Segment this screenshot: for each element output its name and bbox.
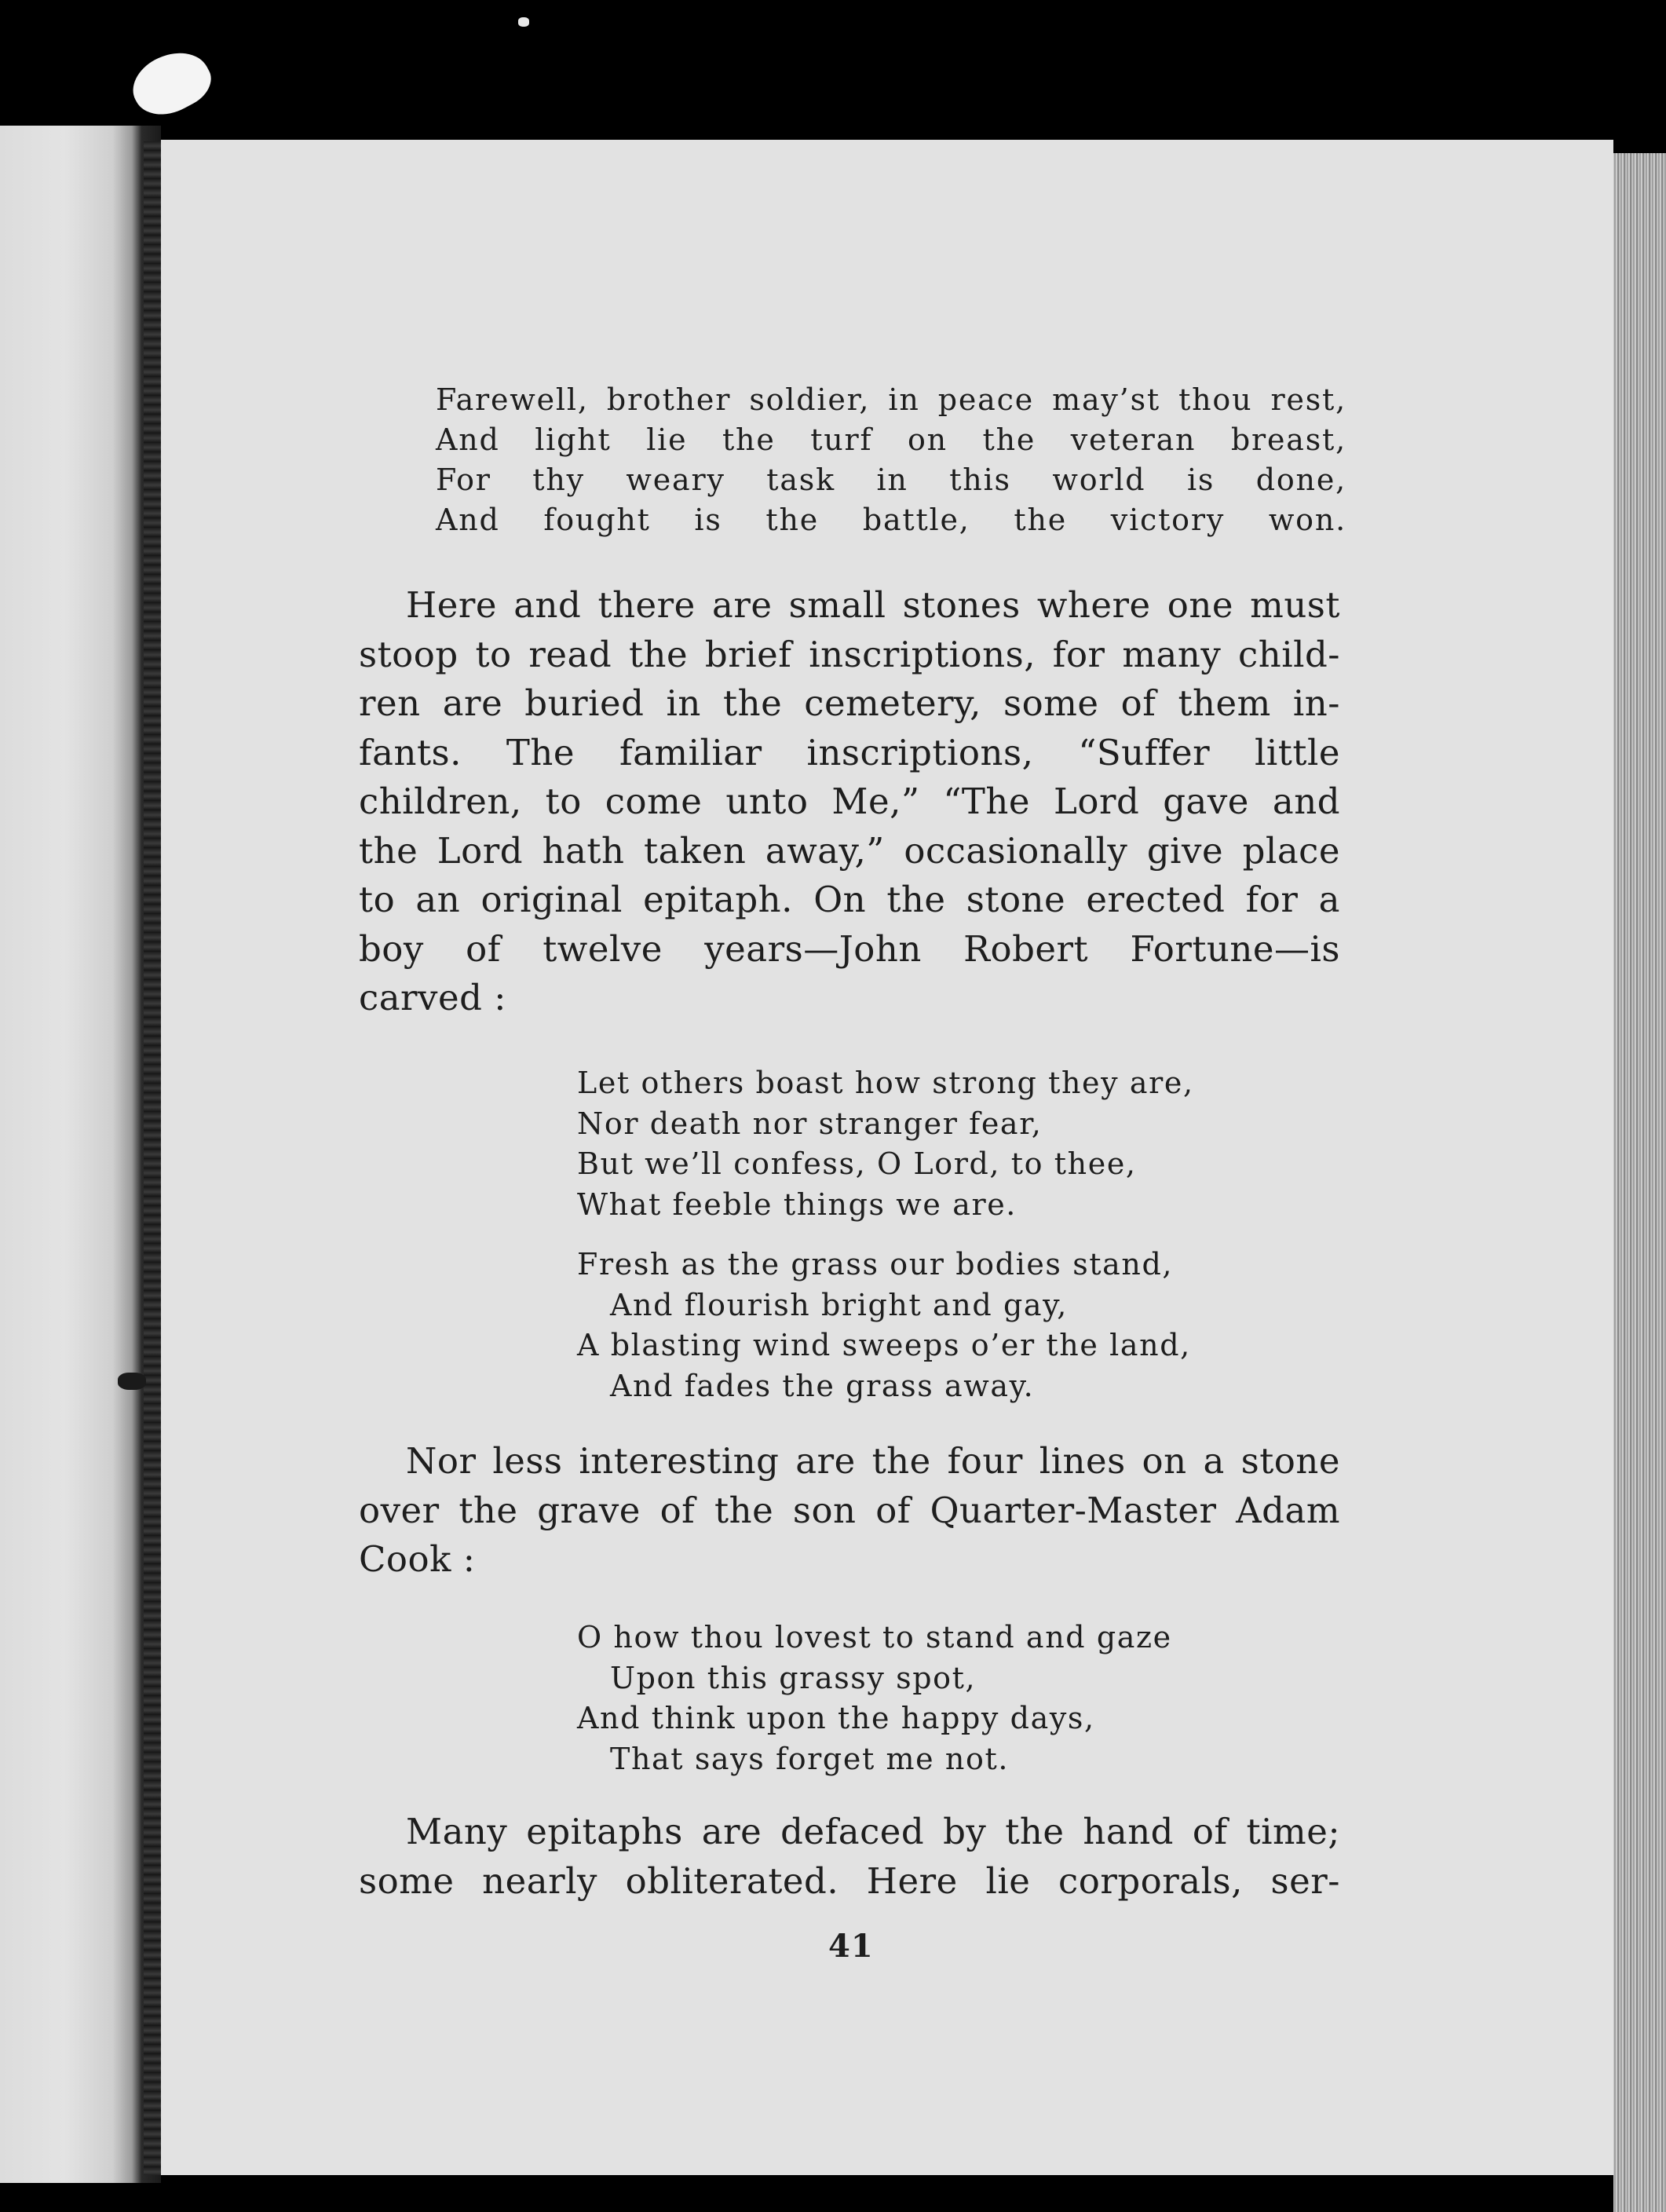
verse-fortune-stanza-1 bbox=[577, 1063, 1194, 1225]
verse-line: For thy weary task in this world is done, bbox=[436, 463, 1346, 497]
page-number: 41 bbox=[828, 1928, 874, 1965]
paragraph-line: carved : bbox=[359, 977, 506, 1018]
verse-line: O how thou lovest to stand and gaze bbox=[577, 1620, 1172, 1654]
verse-line: And fought is the battle, the victory won. bbox=[436, 503, 1346, 537]
paragraph-line: to an original epitaph. On the stone erected for a bbox=[359, 879, 1340, 920]
paragraph-line: boy of twelve years—John Robert Fortune—is bbox=[359, 927, 1340, 970]
verse-cook bbox=[577, 1618, 1172, 1779]
verse-line: And fades the grass away. bbox=[610, 1368, 1035, 1403]
film-smudge bbox=[123, 40, 219, 127]
verse-line: Upon this grassy spot, bbox=[610, 1660, 977, 1695]
paragraph-line: some nearly obliterated. Here lie corporals, ser- bbox=[359, 1859, 1340, 1902]
verse-line: And think upon the happy days, bbox=[577, 1701, 1095, 1735]
paragraph-line: ren are buried in the cemetery, some of them in- bbox=[359, 682, 1340, 724]
verse-line: Farewell, brother soldier, in peace may’st thou rest, bbox=[436, 382, 1346, 417]
paragraph-line: Here and there are small stones where one must bbox=[406, 584, 1340, 626]
verse-line: Nor death nor stranger fear, bbox=[577, 1106, 1043, 1141]
paragraph-line: Many epitaphs are defaced by the hand of time; bbox=[406, 1811, 1340, 1852]
paragraph-children-graves bbox=[359, 581, 1340, 1023]
verse-farewell bbox=[436, 380, 1346, 540]
verse-line: A blasting wind sweeps o’er the land, bbox=[577, 1328, 1191, 1362]
verse-line: What feeble things we are. bbox=[577, 1186, 1017, 1222]
verse-line: Fresh as the grass our bodies stand, bbox=[577, 1247, 1174, 1281]
paragraph-line: the Lord hath taken away,” occasionally give place bbox=[359, 829, 1340, 872]
paragraph-line: stoop to read the brief inscriptions, for many child- bbox=[359, 633, 1340, 675]
paragraph-line: Nor less interesting are the four lines on a stone bbox=[406, 1440, 1340, 1482]
paragraph-line: over the grave of the son of Quarter-Master Adam bbox=[359, 1489, 1340, 1531]
left-page-edge bbox=[0, 126, 161, 2183]
verse-line: But we’ll confess, O Lord, to thee, bbox=[577, 1146, 1137, 1181]
verse-line: Let others boast how strong they are, bbox=[577, 1066, 1194, 1100]
verse-line: That says forget me not. bbox=[610, 1741, 1010, 1776]
verse-line: And flourish bright and gay, bbox=[610, 1287, 1068, 1322]
binding-mark bbox=[118, 1373, 146, 1390]
verse-line: And light lie the turf on the veteran breast, bbox=[436, 422, 1346, 457]
film-speck bbox=[518, 17, 529, 27]
paragraph-line: fants. The familiar inscriptions, “Suffer little bbox=[359, 731, 1340, 773]
verse-fortune-stanza-2 bbox=[577, 1245, 1191, 1406]
paragraph-line: children, to come unto Me,” “The Lord gave and bbox=[359, 781, 1340, 822]
paragraph-defaced-epitaphs bbox=[359, 1808, 1340, 1906]
paragraph-line: Cook : bbox=[359, 1538, 476, 1580]
paragraph-cook-grave bbox=[359, 1437, 1340, 1585]
right-fore-edge bbox=[1613, 153, 1666, 2212]
